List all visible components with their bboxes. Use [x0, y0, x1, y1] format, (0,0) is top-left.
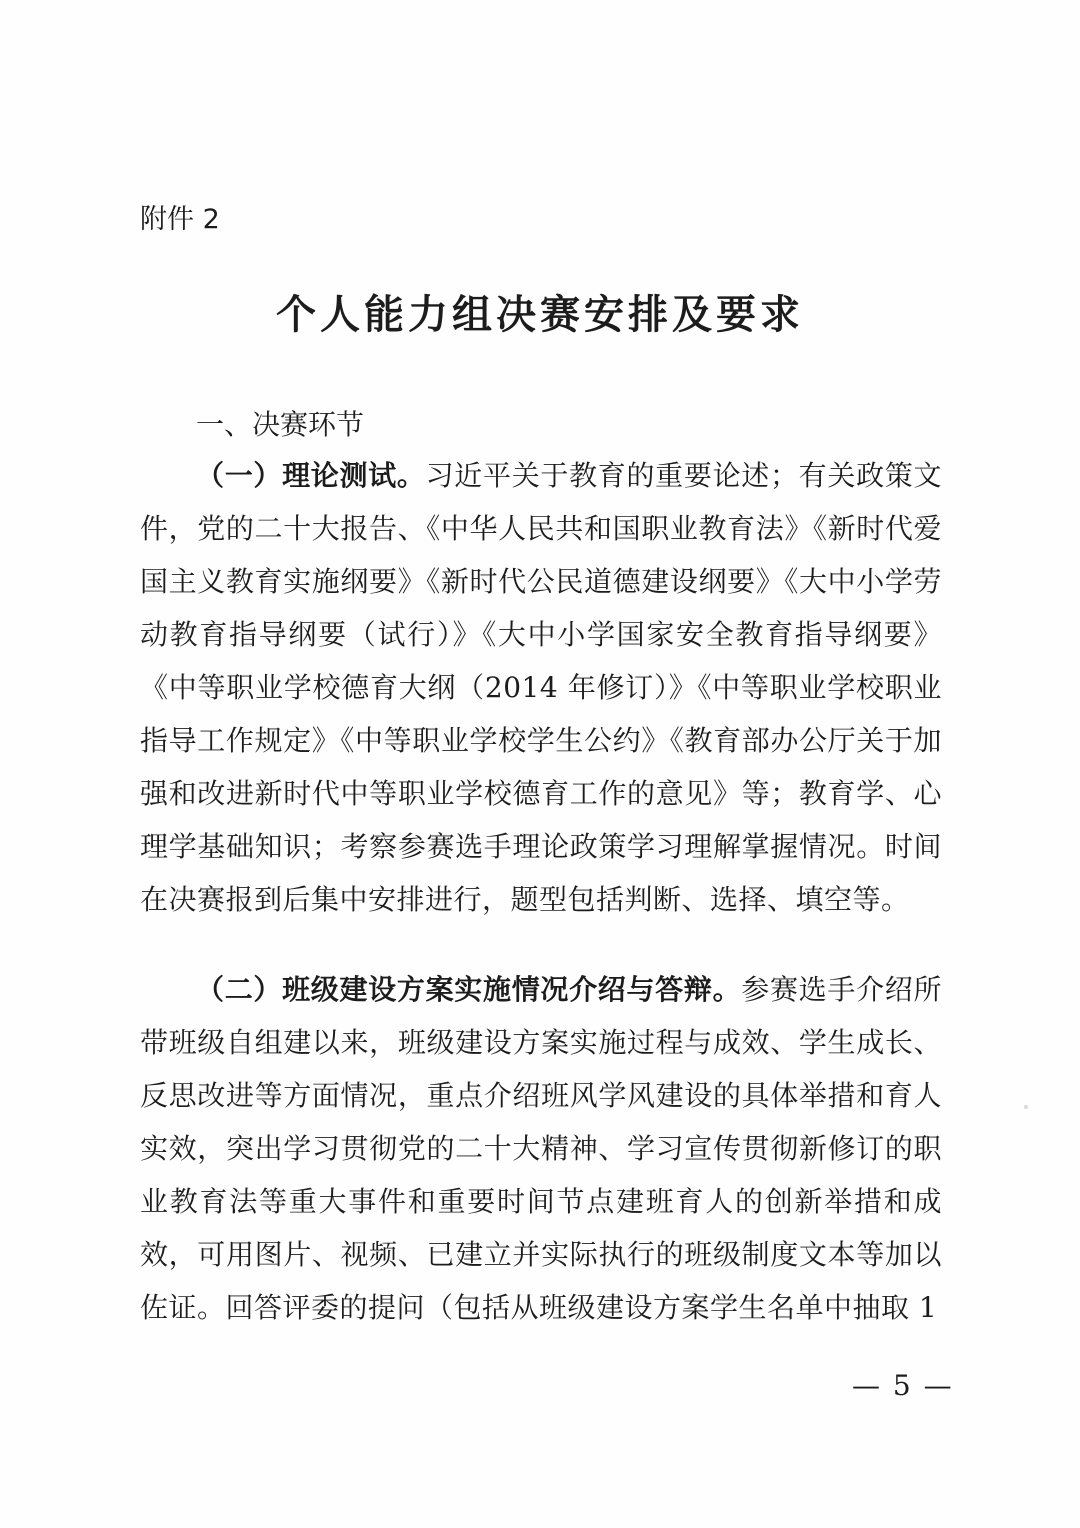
paragraph-lead: （二）班级建设方案实施情况介绍与答辩。	[196, 973, 742, 1006]
paragraph-lead: （一）理论测试。	[196, 459, 426, 492]
scan-speck	[1024, 1105, 1028, 1109]
document-title: 个人能力组决赛安排及要求	[276, 291, 804, 338]
section-heading: 一、决赛环节	[196, 408, 365, 441]
paragraph-class-building	[140, 963, 942, 1334]
paragraph-text: 参赛选手介绍所带班级自组建以来，班级建设方案实施过程与成效、学生成长、反思改进等方面情况，重点介绍班风学风建设的具体举措和育人实效，突出学习贯彻党的二十大精神、学习宣传贯彻新修订的职业教育法等重大事件和重要时间节点建班育人的创新举措和成效，可用图片、视频、已建立并实际执行的班级制度文本等加以佐证。回答评委的提问（包括从班级建设方案学生名单中抽取 1	[140, 973, 942, 1324]
page-number: — 5 —	[852, 1369, 954, 1402]
attachment-label: 附件 2	[140, 204, 220, 235]
paragraph-theory-test	[140, 449, 942, 926]
paragraph-text: 习近平关于教育的重要论述；有关政策文件，党的二十大报告、《中华人民共和国职业教育法》《新时代爱国主义教育实施纲要》《新时代公民道德建设纲要》《大中小学劳动教育指导纲要（试行）》《大中小学国家安全教育指导纲要》《中等职业学校德育大纲（2014 年修订）》《中等职业学校职业指导工作规定》《中等职业学校学生公约》《教育部办公厅关于加强和改进新时代中等职业学校德育工作的意见》等；教育学、心理学基础知识；考察参赛选手理论政策学习理解掌握情况。时间在决赛报到后集中安排进行，题型包括判断、选择、填空等。	[140, 459, 942, 916]
